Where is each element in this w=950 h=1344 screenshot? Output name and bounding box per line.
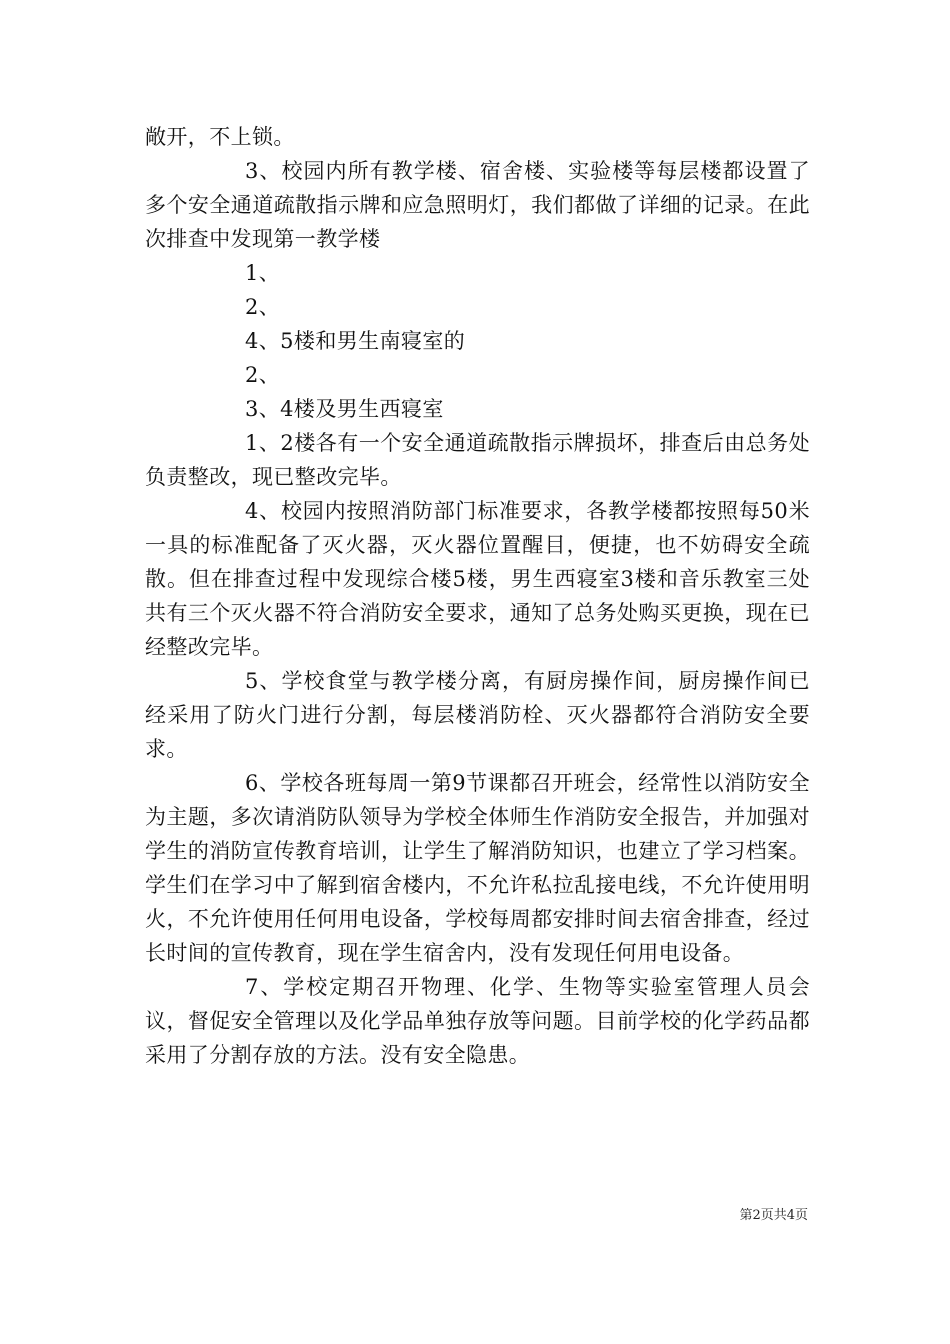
paragraph-continuation: 敞开，不上锁。 bbox=[145, 125, 295, 149]
list-line-1: 1、 bbox=[245, 261, 281, 285]
paragraph-item-3: 3、校园内所有教学楼、宿舍楼、实验楼等每层楼都设置了多个安全通道疏散指示牌和应急照明灯，我们都做了详细的记录。在此次排查中发现第一教学楼 bbox=[145, 159, 810, 251]
list-line-3: 4、5楼和男生南寝室的 bbox=[245, 329, 466, 353]
paragraph-item-4: 4、校园内按照消防部门标准要求，各教学楼都按照每50米一具的标准配备了灭火器，灭火器位置醒目，便捷，也不妨碍安全疏散。但在排查过程中发现综合楼5楼，男生西寝室3楼和音乐教室三处共有三个灭火器不符合消防安全要求，通知了总务处购买更换，现在已经整改完毕。 bbox=[145, 499, 810, 659]
paragraph-item-7: 7、学校定期召开物理、化学、生物等实验室管理人员会议，督促安全管理以及化学品单独存放等问题。目前学校的化学药品都采用了分割存放的方法。没有安全隐患。 bbox=[145, 975, 810, 1067]
document-body bbox=[145, 120, 810, 1072]
page-number: 第2页共4页 bbox=[739, 1208, 808, 1223]
list-line-4: 2、 bbox=[245, 363, 281, 387]
list-line-5: 3、4楼及男生西寝室 bbox=[245, 397, 444, 421]
list-line-2: 2、 bbox=[245, 295, 281, 319]
paragraph-item-5: 5、学校食堂与教学楼分离，有厨房操作间，厨房操作间已经采用了防火门进行分割，每层楼消防栓、灭火器都符合消防安全要求。 bbox=[145, 669, 810, 761]
paragraph-sign-damage: 1、2楼各有一个安全通道疏散指示牌损坏，排查后由总务处负责整改，现已整改完毕。 bbox=[145, 431, 810, 489]
paragraph-item-6: 6、学校各班每周一第9节课都召开班会，经常性以消防安全为主题，多次请消防队领导为学校全体师生作消防安全报告，并加强对学生的消防宣传教育培训，让学生了解消防知识，也建立了学习档案。学生们在学习中了解到宿舍楼内，不允许私拉乱接电线，不允许使用明火，不允许使用任何用电设备，学校每周都安排时间去宿舍排查，经过长时间的宣传教育，现在学生宿舍内，没有发现任何用电设备。 bbox=[145, 771, 810, 965]
